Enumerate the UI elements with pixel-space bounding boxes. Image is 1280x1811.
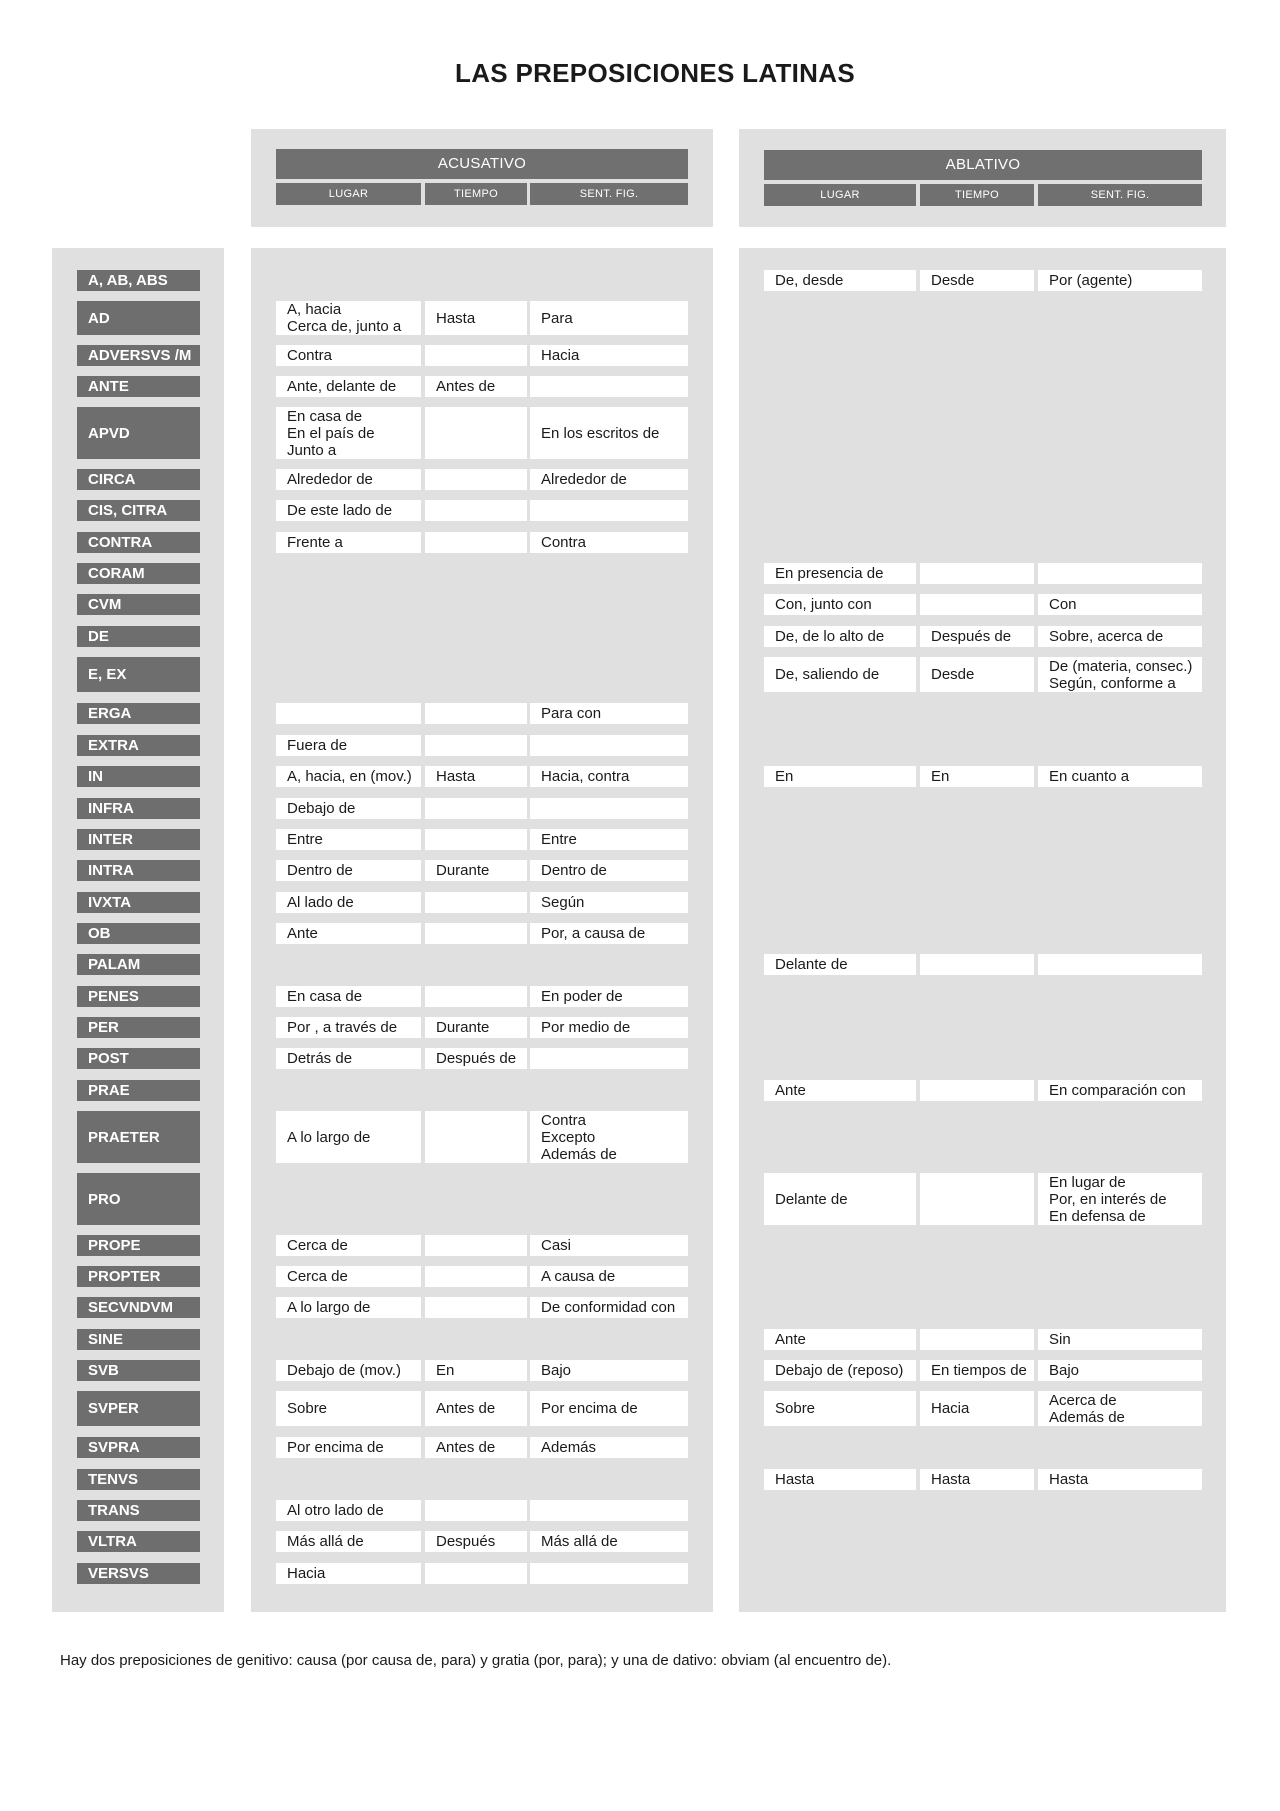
acc-tiempo-cell bbox=[425, 829, 527, 850]
acc-col-sentfig: SENT. FIG. bbox=[530, 183, 688, 205]
abl-tiempo-cell: Desde bbox=[920, 270, 1034, 291]
acc-tiempo-cell bbox=[425, 1111, 527, 1163]
abl-sentfig-cell: De (materia, consec.) Según, conforme a bbox=[1038, 657, 1202, 692]
acc-sentfig-cell bbox=[530, 1500, 688, 1521]
acc-lugar-cell: Más allá de bbox=[276, 1531, 421, 1552]
preposition-label: INTER bbox=[77, 829, 200, 850]
acc-lugar-cell: A lo largo de bbox=[276, 1111, 421, 1163]
preposition-label: SVB bbox=[77, 1360, 200, 1381]
abl-sentfig-cell: Acerca de Además de bbox=[1038, 1391, 1202, 1426]
preposition-label: E, EX bbox=[77, 657, 200, 692]
abl-tiempo-cell bbox=[920, 1080, 1034, 1101]
acc-lugar-cell: En casa de En el país de Junto a bbox=[276, 407, 421, 459]
acc-sentfig-cell bbox=[530, 376, 688, 397]
acc-sentfig-cell bbox=[530, 735, 688, 756]
acc-tiempo-cell bbox=[425, 407, 527, 459]
acc-tiempo-cell: Antes de bbox=[425, 1437, 527, 1458]
abl-lugar-cell: Hasta bbox=[764, 1469, 916, 1490]
preposition-label: PER bbox=[77, 1017, 200, 1038]
acc-sentfig-cell: En poder de bbox=[530, 986, 688, 1007]
abl-lugar-cell: De, desde bbox=[764, 270, 916, 291]
acc-lugar-cell: Cerca de bbox=[276, 1266, 421, 1287]
abl-tiempo-cell bbox=[920, 594, 1034, 615]
acc-col-tiempo: TIEMPO bbox=[425, 183, 527, 205]
acc-lugar-cell: Debajo de (mov.) bbox=[276, 1360, 421, 1381]
acc-sentfig-cell: Más allá de bbox=[530, 1531, 688, 1552]
abl-sentfig-cell bbox=[1038, 954, 1202, 975]
acc-lugar-cell: En casa de bbox=[276, 986, 421, 1007]
abl-sentfig-cell: Sin bbox=[1038, 1329, 1202, 1350]
preposition-label: AD bbox=[77, 301, 200, 335]
acc-tiempo-cell: Después de bbox=[425, 1048, 527, 1069]
acc-tiempo-cell bbox=[425, 1500, 527, 1521]
acc-tiempo-cell bbox=[425, 798, 527, 819]
preposition-label: SECVNDVM bbox=[77, 1297, 200, 1318]
abl-lugar-cell: En presencia de bbox=[764, 563, 916, 584]
preposition-label: APVD bbox=[77, 407, 200, 459]
preposition-label: CORAM bbox=[77, 563, 200, 584]
page-title: LAS PREPOSICIONES LATINAS bbox=[455, 58, 855, 88]
acc-sentfig-cell: Dentro de bbox=[530, 860, 688, 881]
acc-sentfig-cell: Entre bbox=[530, 829, 688, 850]
acc-lugar-cell: Ante, delante de bbox=[276, 376, 421, 397]
abl-lugar-cell: Ante bbox=[764, 1080, 916, 1101]
preposition-label: SVPER bbox=[77, 1391, 200, 1426]
abl-sentfig-cell: Hasta bbox=[1038, 1469, 1202, 1490]
acc-lugar-cell: Sobre bbox=[276, 1391, 421, 1426]
abl-tiempo-cell bbox=[920, 954, 1034, 975]
preposition-label: TRANS bbox=[77, 1500, 200, 1521]
preposition-label: CIS, CITRA bbox=[77, 500, 200, 521]
preposition-label: VLTRA bbox=[77, 1531, 200, 1552]
acc-tiempo-cell: Hasta bbox=[425, 766, 527, 787]
abl-col-tiempo: TIEMPO bbox=[920, 184, 1034, 206]
abl-lugar-cell: Ante bbox=[764, 1329, 916, 1350]
acc-sentfig-cell: Según bbox=[530, 892, 688, 913]
acc-tiempo-cell: Después bbox=[425, 1531, 527, 1552]
acc-tiempo-cell bbox=[425, 703, 527, 724]
acc-sentfig-cell bbox=[530, 500, 688, 521]
acc-tiempo-cell bbox=[425, 345, 527, 366]
abl-lugar-cell: En bbox=[764, 766, 916, 787]
preposition-label: INFRA bbox=[77, 798, 200, 819]
abl-tiempo-cell: Desde bbox=[920, 657, 1034, 692]
preposition-label: A, AB, ABS bbox=[77, 270, 200, 291]
acc-tiempo-cell bbox=[425, 469, 527, 490]
abl-sentfig-cell: Por (agente) bbox=[1038, 270, 1202, 291]
acc-lugar-cell: Frente a bbox=[276, 532, 421, 553]
acc-sentfig-cell: Hacia, contra bbox=[530, 766, 688, 787]
acc-lugar-cell: Fuera de bbox=[276, 735, 421, 756]
abl-tiempo-cell: Hasta bbox=[920, 1469, 1034, 1490]
abl-lugar-cell: Debajo de (reposo) bbox=[764, 1360, 916, 1381]
preposition-label: ADVERSVS /M bbox=[77, 345, 200, 366]
acc-sentfig-cell: De conformidad con bbox=[530, 1297, 688, 1318]
acc-tiempo-cell bbox=[425, 892, 527, 913]
abl-lugar-cell: Delante de bbox=[764, 954, 916, 975]
abl-tiempo-cell bbox=[920, 563, 1034, 584]
acc-tiempo-cell bbox=[425, 532, 527, 553]
acc-lugar-cell: Ante bbox=[276, 923, 421, 944]
preposition-label: PRAE bbox=[77, 1080, 200, 1101]
acc-lugar-cell: Entre bbox=[276, 829, 421, 850]
acc-tiempo-cell: Antes de bbox=[425, 1391, 527, 1426]
preposition-label: CIRCA bbox=[77, 469, 200, 490]
acc-sentfig-cell: Contra bbox=[530, 532, 688, 553]
acc-tiempo-cell: Durante bbox=[425, 860, 527, 881]
preposition-label: ANTE bbox=[77, 376, 200, 397]
acc-tiempo-cell: Durante bbox=[425, 1017, 527, 1038]
preposition-label: PRAETER bbox=[77, 1111, 200, 1163]
acc-lugar-cell: A lo largo de bbox=[276, 1297, 421, 1318]
acc-sentfig-cell: Bajo bbox=[530, 1360, 688, 1381]
acc-sentfig-cell: Para con bbox=[530, 703, 688, 724]
acc-lugar-cell: A, hacia, en (mov.) bbox=[276, 766, 421, 787]
abl-lugar-cell: De, de lo alto de bbox=[764, 626, 916, 647]
abl-tiempo-cell: Hacia bbox=[920, 1391, 1034, 1426]
acc-sentfig-cell bbox=[530, 1048, 688, 1069]
acc-lugar-cell: Cerca de bbox=[276, 1235, 421, 1256]
preposition-label: EXTRA bbox=[77, 735, 200, 756]
abl-sentfig-cell bbox=[1038, 563, 1202, 584]
acc-lugar-cell: Dentro de bbox=[276, 860, 421, 881]
preposition-label: POST bbox=[77, 1048, 200, 1069]
acc-lugar-cell: De este lado de bbox=[276, 500, 421, 521]
acc-sentfig-cell: Alrededor de bbox=[530, 469, 688, 490]
abl-sentfig-cell: En comparación con bbox=[1038, 1080, 1202, 1101]
acc-tiempo-cell bbox=[425, 1266, 527, 1287]
preposition-label: PROPE bbox=[77, 1235, 200, 1256]
preposition-label: VERSVS bbox=[77, 1563, 200, 1584]
acc-tiempo-cell bbox=[425, 923, 527, 944]
acc-lugar-cell: Al lado de bbox=[276, 892, 421, 913]
acc-lugar-cell: Debajo de bbox=[276, 798, 421, 819]
acc-tiempo-cell: En bbox=[425, 1360, 527, 1381]
preposition-label: DE bbox=[77, 626, 200, 647]
preposition-label: IVXTA bbox=[77, 892, 200, 913]
preposition-label: PENES bbox=[77, 986, 200, 1007]
accusative-header: ACUSATIVO bbox=[276, 149, 688, 179]
abl-lugar-cell: Delante de bbox=[764, 1173, 916, 1225]
abl-sentfig-cell: Con bbox=[1038, 594, 1202, 615]
acc-sentfig-cell: Contra Excepto Además de bbox=[530, 1111, 688, 1163]
acc-col-lugar: LUGAR bbox=[276, 183, 421, 205]
acc-sentfig-cell: Por encima de bbox=[530, 1391, 688, 1426]
acc-tiempo-cell bbox=[425, 1235, 527, 1256]
preposition-label: OB bbox=[77, 923, 200, 944]
abl-col-sentfig: SENT. FIG. bbox=[1038, 184, 1202, 206]
abl-sentfig-cell: En cuanto a bbox=[1038, 766, 1202, 787]
abl-lugar-cell: Con, junto con bbox=[764, 594, 916, 615]
preposition-label: INTRA bbox=[77, 860, 200, 881]
preposition-label: TENVS bbox=[77, 1469, 200, 1490]
abl-sentfig-cell: En lugar de Por, en interés de En defensa de bbox=[1038, 1173, 1202, 1225]
preposition-label: SVPRA bbox=[77, 1437, 200, 1458]
acc-lugar-cell: Hacia bbox=[276, 1563, 421, 1584]
preposition-label: PROPTER bbox=[77, 1266, 200, 1287]
acc-tiempo-cell bbox=[425, 986, 527, 1007]
acc-tiempo-cell bbox=[425, 735, 527, 756]
footnote: Hay dos preposiciones de genitivo: causa (por causa de, para) y gratia (por, para); y una de dativo: obviam (al encuentro de). bbox=[60, 1652, 892, 1669]
acc-sentfig-cell: Por medio de bbox=[530, 1017, 688, 1038]
preposition-label: CONTRA bbox=[77, 532, 200, 553]
preposition-label: CVM bbox=[77, 594, 200, 615]
preposition-label: ERGA bbox=[77, 703, 200, 724]
abl-col-lugar: LUGAR bbox=[764, 184, 916, 206]
acc-sentfig-cell bbox=[530, 798, 688, 819]
acc-lugar-cell: Alrededor de bbox=[276, 469, 421, 490]
acc-sentfig-cell: Para bbox=[530, 301, 688, 335]
acc-sentfig-cell: Por, a causa de bbox=[530, 923, 688, 944]
acc-lugar-cell: Detrás de bbox=[276, 1048, 421, 1069]
preposition-label: PRO bbox=[77, 1173, 200, 1225]
acc-lugar-cell: Por encima de bbox=[276, 1437, 421, 1458]
acc-tiempo-cell: Hasta bbox=[425, 301, 527, 335]
abl-tiempo-cell bbox=[920, 1329, 1034, 1350]
acc-lugar-cell bbox=[276, 703, 421, 724]
ablative-header: ABLATIVO bbox=[764, 150, 1202, 180]
acc-sentfig-cell: Además bbox=[530, 1437, 688, 1458]
acc-sentfig-cell bbox=[530, 1563, 688, 1584]
acc-tiempo-cell bbox=[425, 1297, 527, 1318]
abl-sentfig-cell: Sobre, acerca de bbox=[1038, 626, 1202, 647]
abl-tiempo-cell bbox=[920, 1173, 1034, 1225]
abl-sentfig-cell: Bajo bbox=[1038, 1360, 1202, 1381]
acc-lugar-cell: Por , a través de bbox=[276, 1017, 421, 1038]
acc-lugar-cell: Contra bbox=[276, 345, 421, 366]
acc-sentfig-cell: En los escritos de bbox=[530, 407, 688, 459]
abl-lugar-cell: De, saliendo de bbox=[764, 657, 916, 692]
preposition-label: SINE bbox=[77, 1329, 200, 1350]
preposition-label: IN bbox=[77, 766, 200, 787]
acc-sentfig-cell: Hacia bbox=[530, 345, 688, 366]
acc-lugar-cell: A, hacia Cerca de, junto a bbox=[276, 301, 421, 335]
acc-tiempo-cell bbox=[425, 1563, 527, 1584]
preposition-label: PALAM bbox=[77, 954, 200, 975]
acc-sentfig-cell: A causa de bbox=[530, 1266, 688, 1287]
abl-tiempo-cell: En bbox=[920, 766, 1034, 787]
abl-lugar-cell: Sobre bbox=[764, 1391, 916, 1426]
abl-tiempo-cell: Después de bbox=[920, 626, 1034, 647]
acc-tiempo-cell bbox=[425, 500, 527, 521]
acc-lugar-cell: Al otro lado de bbox=[276, 1500, 421, 1521]
abl-tiempo-cell: En tiempos de bbox=[920, 1360, 1034, 1381]
acc-sentfig-cell: Casi bbox=[530, 1235, 688, 1256]
acc-tiempo-cell: Antes de bbox=[425, 376, 527, 397]
